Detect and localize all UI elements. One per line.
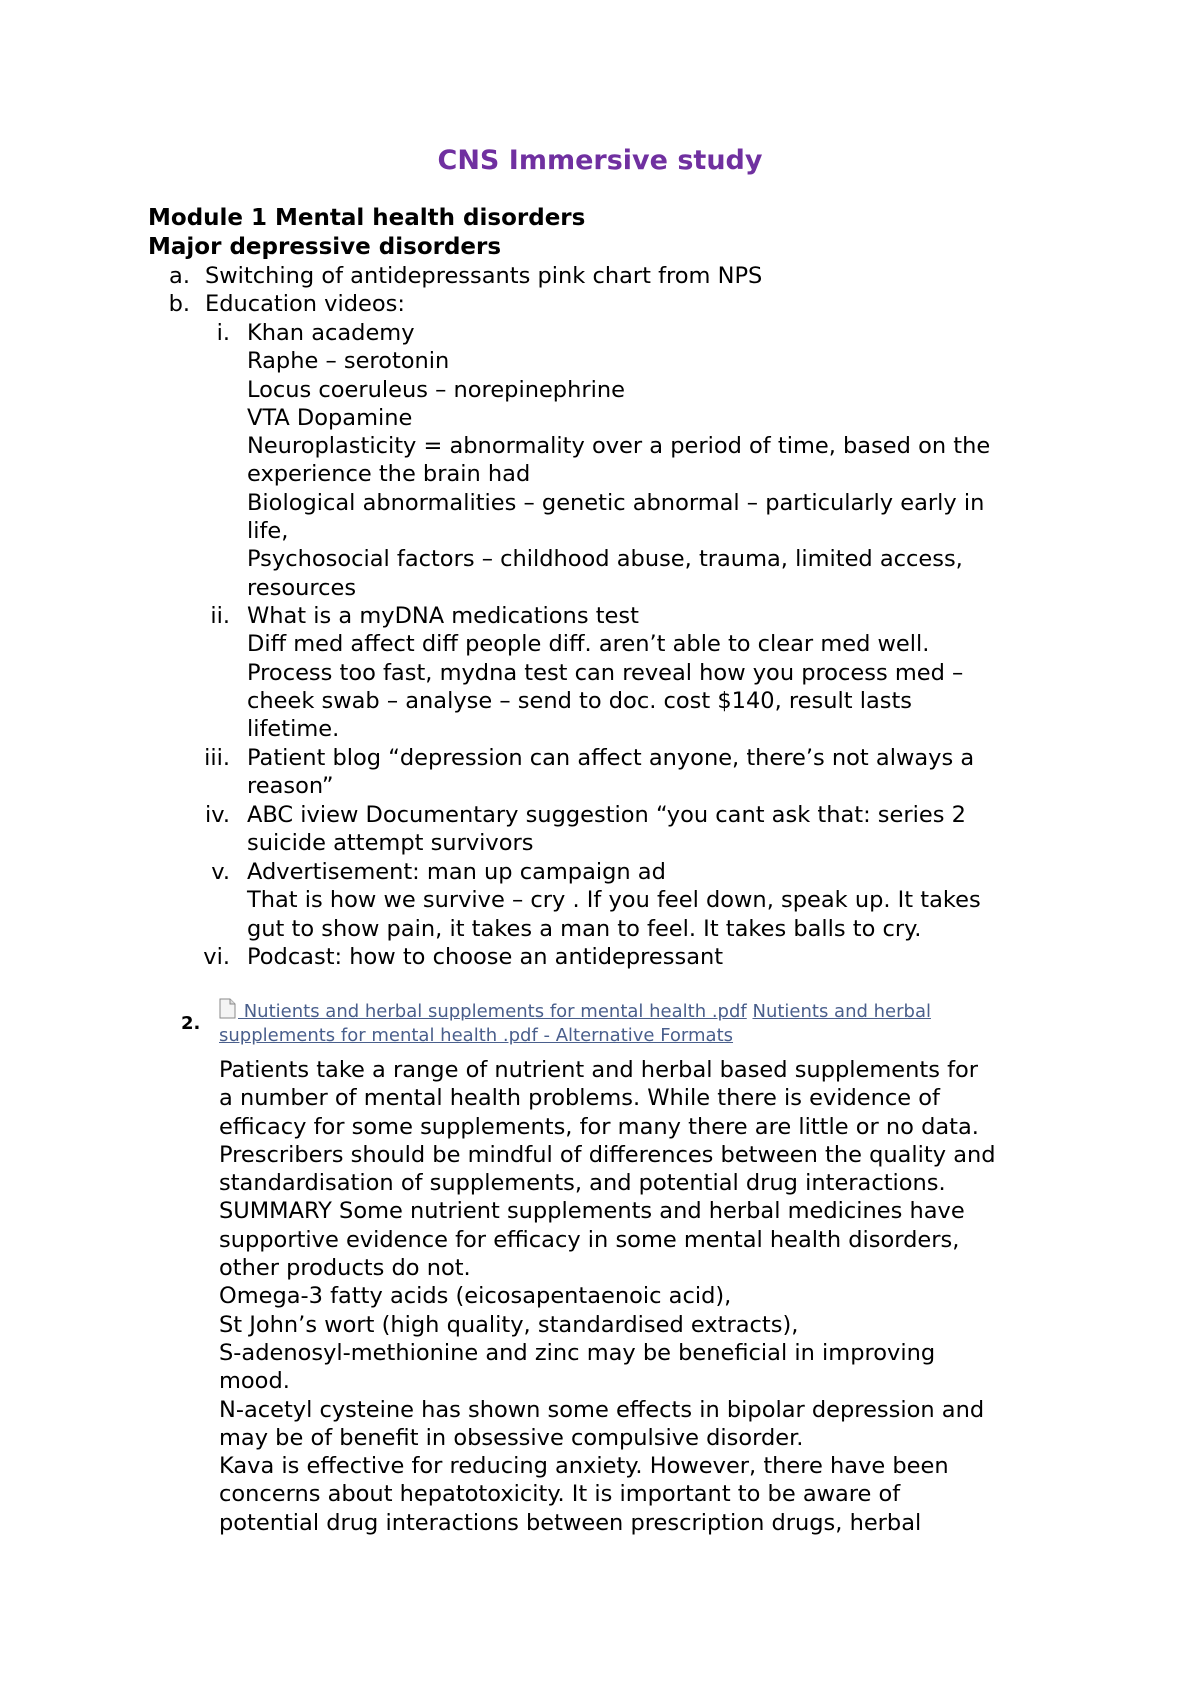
module-heading: Module 1 Mental health disorders — [148, 205, 586, 231]
pdf-link-alt[interactable]: Nutients and herbal — [752, 1001, 931, 1022]
text-line: life, — [247, 518, 289, 545]
roman-marker-i: i. — [216, 320, 230, 346]
text-line: other products do not. — [219, 1255, 471, 1282]
pdf-link-group — [219, 998, 931, 1048]
roman-item-ii — [247, 602, 963, 743]
text-line: Patients take a range of nutrient and herbal based supplements for — [219, 1057, 979, 1083]
text-line: resources — [247, 574, 357, 601]
text-line: cheek swab – analyse – send to doc. cost $140, result lasts — [247, 687, 913, 714]
text-line: Psychosocial factors – childhood abuse, trauma, limited access, — [247, 546, 963, 573]
roman-item-iii — [247, 744, 974, 801]
roman-marker-vi: vi. — [203, 944, 230, 970]
text-line: Locus coeruleus – norepinephrine — [247, 376, 625, 403]
text-line: a number of mental health problems. While there is evidence of — [219, 1085, 940, 1112]
text-line: concerns about hepatotoxicity. It is important to be aware of — [219, 1481, 901, 1508]
text-line: Raphe – serotonin — [247, 348, 450, 375]
roman-marker-ii: ii. — [210, 603, 230, 629]
text-line: Neuroplasticity = abnormality over a period of time, based on the — [247, 433, 991, 460]
text-line: Podcast: how to choose an antidepressant — [247, 944, 724, 970]
list-marker-a: a. — [169, 263, 190, 289]
text-line: lifetime. — [247, 716, 340, 743]
roman-marker-iv: iv. — [205, 802, 230, 828]
list-marker-b: b. — [168, 291, 190, 317]
text-line: VTA Dopamine — [247, 404, 413, 431]
text-line: N-acetyl cysteine has shown some effects in bipolar depression and — [219, 1396, 985, 1423]
roman-item-v — [247, 858, 981, 943]
section-heading: Major depressive disorders — [148, 234, 502, 260]
text-line: suicide attempt survivors — [247, 830, 534, 857]
text-line: S-adenosyl-methionine and zinc may be beneficial in improving — [219, 1339, 936, 1366]
pdf-link-line — [219, 998, 931, 1024]
pdf-link[interactable]: Nutients and herbal supplements for mental health .pdf — [238, 1001, 747, 1022]
text-line: supportive evidence for efficacy in some mental health disorders, — [219, 1226, 960, 1253]
text-line: Biological abnormalities – genetic abnormal – particularly early in — [247, 489, 985, 516]
document-title: CNS Immersive study — [437, 145, 763, 176]
roman-item-i — [247, 319, 990, 602]
text-line: What is a myDNA medications test — [247, 603, 639, 629]
text-line: That is how we survive – cry . If you feel down, speak up. It takes — [247, 887, 981, 914]
list-item-a: Switching of antidepressants pink chart from NPS — [205, 263, 763, 289]
text-line: Kava is effective for reducing anxiety. However, there have been — [219, 1453, 949, 1480]
text-line: Diff med affect diff people diff. aren’t able to clear med well. — [247, 631, 930, 658]
text-line: St John’s wort (high quality, standardised extracts), — [219, 1311, 799, 1338]
pdf-link-line — [219, 1024, 931, 1048]
text-line: Omega-3 fatty acids (eicosapentaenoic acid), — [219, 1283, 732, 1310]
text-line: standardisation of supplements, and potential drug interactions. — [219, 1170, 946, 1197]
text-line: experience the brain had — [247, 461, 531, 488]
text-line: efficacy for some supplements, for many there are little or no data. — [219, 1113, 979, 1140]
text-line: Advertisement: man up campaign ad — [247, 859, 666, 885]
text-line: Process too fast, mydna test can reveal how you process med – — [247, 659, 964, 686]
text-line: ABC iview Documentary suggestion “you cant ask that: series 2 — [247, 802, 966, 828]
pdf-alternative-formats-link[interactable]: supplements for mental health .pdf - Alternative Formats — [219, 1025, 734, 1046]
roman-marker-iii: iii. — [204, 745, 230, 771]
roman-item-iv — [247, 801, 966, 858]
text-line: potential drug interactions between prescription drugs, herbal — [219, 1509, 922, 1536]
text-line: gut to show pain, it takes a man to feel. It takes balls to cry. — [247, 915, 922, 942]
roman-item-vi — [247, 943, 723, 971]
text-line: Patient blog “depression can affect anyone, there’s not always a — [247, 745, 975, 771]
supplements-summary — [219, 1056, 996, 1537]
text-line: mood. — [219, 1368, 290, 1395]
text-line: reason” — [247, 773, 334, 800]
list-item-b: Education videos: — [205, 291, 405, 317]
text-line: SUMMARY Some nutrient supplements and herbal medicines have — [219, 1198, 965, 1225]
pdf-file-icon[interactable] — [219, 998, 236, 1019]
text-line: Prescribers should be mindful of differences between the quality and — [219, 1141, 996, 1168]
text-line: may be of benefit in obsessive compulsive disorder. — [219, 1424, 804, 1451]
text-line: Khan academy — [247, 320, 415, 346]
numbered-marker-2: 2. — [181, 1013, 201, 1034]
roman-marker-v: v. — [211, 859, 230, 885]
